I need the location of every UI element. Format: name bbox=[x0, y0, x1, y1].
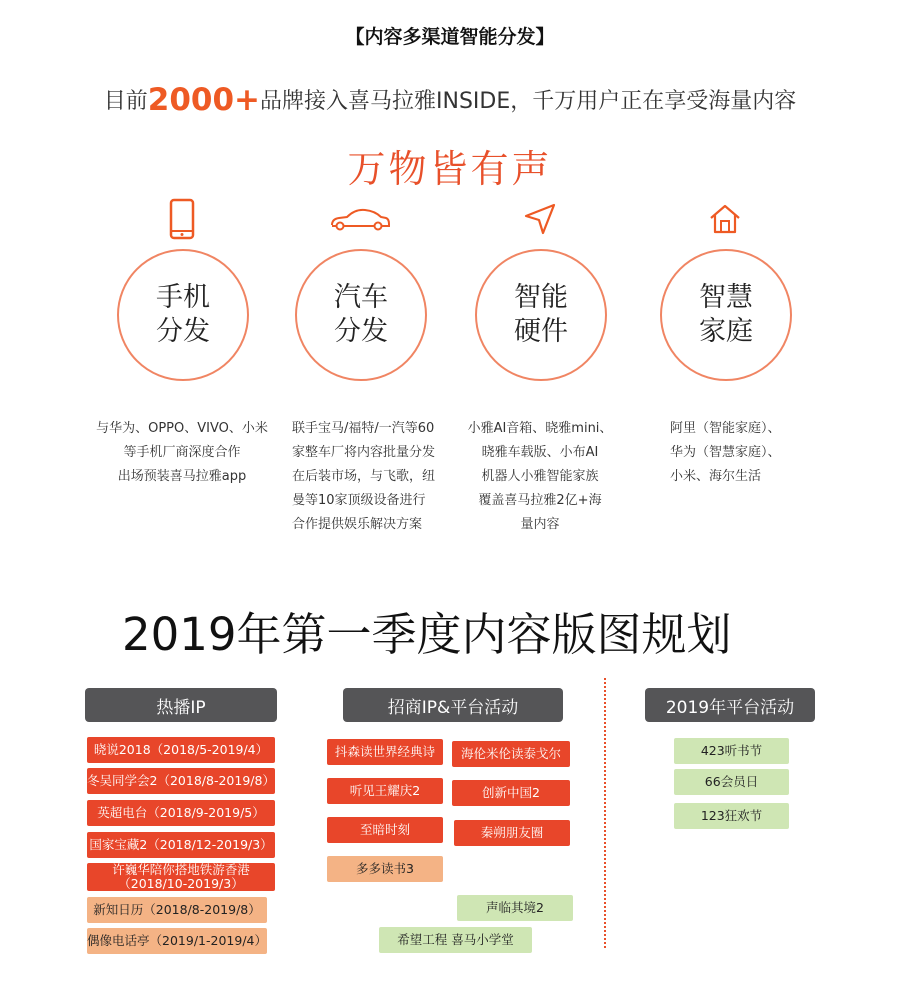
channel-description bbox=[292, 417, 472, 537]
tag-hot-ip: 偶像电话亭（2019/1-2019/4） bbox=[87, 928, 267, 954]
circle-line-2: 家庭 bbox=[699, 316, 753, 347]
tag-line: （2018/10-2019/3） bbox=[118, 876, 244, 891]
tag-hot-ip: 国家宝藏2（2018/12-2019/3） bbox=[87, 832, 275, 858]
circle-line-1: 智能 bbox=[514, 282, 568, 313]
circle-line-2: 分发 bbox=[334, 316, 388, 347]
channel-description bbox=[670, 417, 850, 489]
tag-invest-ip: 听见王耀庆2 bbox=[327, 778, 443, 804]
channel-description bbox=[450, 417, 630, 537]
channel-circle bbox=[660, 249, 792, 381]
group-header-platform: 2019年平台活动 bbox=[645, 688, 815, 722]
tag-line: 许巍华陪你搭地铁游香港 bbox=[112, 862, 250, 877]
channel-circle bbox=[117, 249, 249, 381]
plan-section-title: 2019年第一季度内容版图规划 bbox=[122, 608, 732, 661]
desc-line: 联手宝马/福特/一汽等60 bbox=[292, 421, 435, 436]
desc-line: 等手机厂商深度合作 bbox=[123, 445, 241, 460]
channel-circle bbox=[475, 249, 607, 381]
tag-hot-ip: 冬吴同学会2（2018/8-2019/8） bbox=[87, 768, 275, 794]
tag-invest-ip: 创新中国2 bbox=[452, 780, 570, 806]
tag-invest-ip: 至暗时刻 bbox=[327, 817, 443, 843]
headline-prefix: 目前 bbox=[103, 89, 148, 114]
headline-suffix: 品牌接入喜马拉雅INSIDE，千万用户正在享受海量内容 bbox=[260, 89, 797, 114]
tag-platform: 123狂欢节 bbox=[674, 803, 789, 829]
circle-line-2: 硬件 bbox=[514, 316, 568, 347]
desc-line: 合作提供娱乐解决方案 bbox=[292, 517, 423, 532]
channel-description bbox=[92, 417, 272, 489]
page-header-title: 【内容多渠道智能分发】 bbox=[345, 26, 555, 48]
circle-line-1: 手机 bbox=[156, 282, 210, 313]
desc-line: 量内容 bbox=[520, 517, 560, 532]
desc-line: 晓雅车载版、小布AI bbox=[481, 445, 599, 460]
desc-line: 阿里（智能家庭）、 bbox=[670, 421, 781, 436]
desc-line: 与华为、OPPO、VIVO、小米 bbox=[96, 421, 268, 436]
slogan: 万物皆有声 bbox=[347, 147, 553, 191]
tag-invest-ip: 多多读书3 bbox=[327, 856, 443, 882]
phone-icon bbox=[92, 195, 272, 243]
tag-invest-ip: 秦朔朋友圈 bbox=[454, 820, 570, 846]
desc-line: 在后装市场，与飞歌，纽 bbox=[292, 469, 436, 484]
headline-highlight-number: 2000+ bbox=[147, 82, 261, 118]
tag-hot-ip: 新知日历（2018/8-2019/8） bbox=[87, 897, 267, 923]
tag-platform: 423听书节 bbox=[674, 738, 789, 764]
tag-hot-ip: 晓说2018（2018/5-2019/4） bbox=[87, 737, 275, 763]
desc-line: 曼等10家顶级设备进行 bbox=[292, 493, 426, 508]
group-header-hot-ip: 热播IP bbox=[85, 688, 277, 722]
brand-headline bbox=[0, 82, 900, 118]
tag-platform: 66会员日 bbox=[674, 769, 789, 795]
tag-invest-ip: 希望工程 喜马小学堂 bbox=[379, 927, 532, 953]
tag-invest-ip: 抖森读世界经典诗 bbox=[327, 739, 443, 765]
group-header-invest-ip: 招商IP&平台活动 bbox=[343, 688, 563, 722]
dotted-divider bbox=[604, 678, 606, 948]
desc-line: 小雅AI音箱、晓雅mini、 bbox=[467, 421, 613, 436]
desc-line: 家整车厂将内容批量分发 bbox=[292, 445, 436, 460]
tag-hot-ip bbox=[87, 863, 275, 891]
desc-line: 小米、海尔生活 bbox=[670, 469, 762, 484]
desc-line: 覆盖喜马拉雅2亿+海 bbox=[478, 493, 602, 508]
house-icon bbox=[635, 195, 815, 243]
desc-line: 出场预装喜马拉雅app bbox=[117, 469, 247, 484]
desc-line: 华为（智慧家庭）、 bbox=[670, 445, 781, 460]
car-icon bbox=[270, 195, 450, 243]
desc-line: 机器人小雅智能家族 bbox=[481, 469, 599, 484]
navigation-arrow-icon bbox=[450, 195, 630, 243]
circle-line-1: 智慧 bbox=[699, 282, 753, 313]
tag-hot-ip: 英超电台（2018/9-2019/5） bbox=[87, 800, 275, 826]
circle-line-1: 汽车 bbox=[334, 282, 388, 313]
tag-invest-ip: 海伦米伦读泰戈尔 bbox=[452, 741, 570, 767]
channel-circle bbox=[295, 249, 427, 381]
circle-line-2: 分发 bbox=[156, 316, 210, 347]
tag-invest-ip: 声临其境2 bbox=[457, 895, 573, 921]
